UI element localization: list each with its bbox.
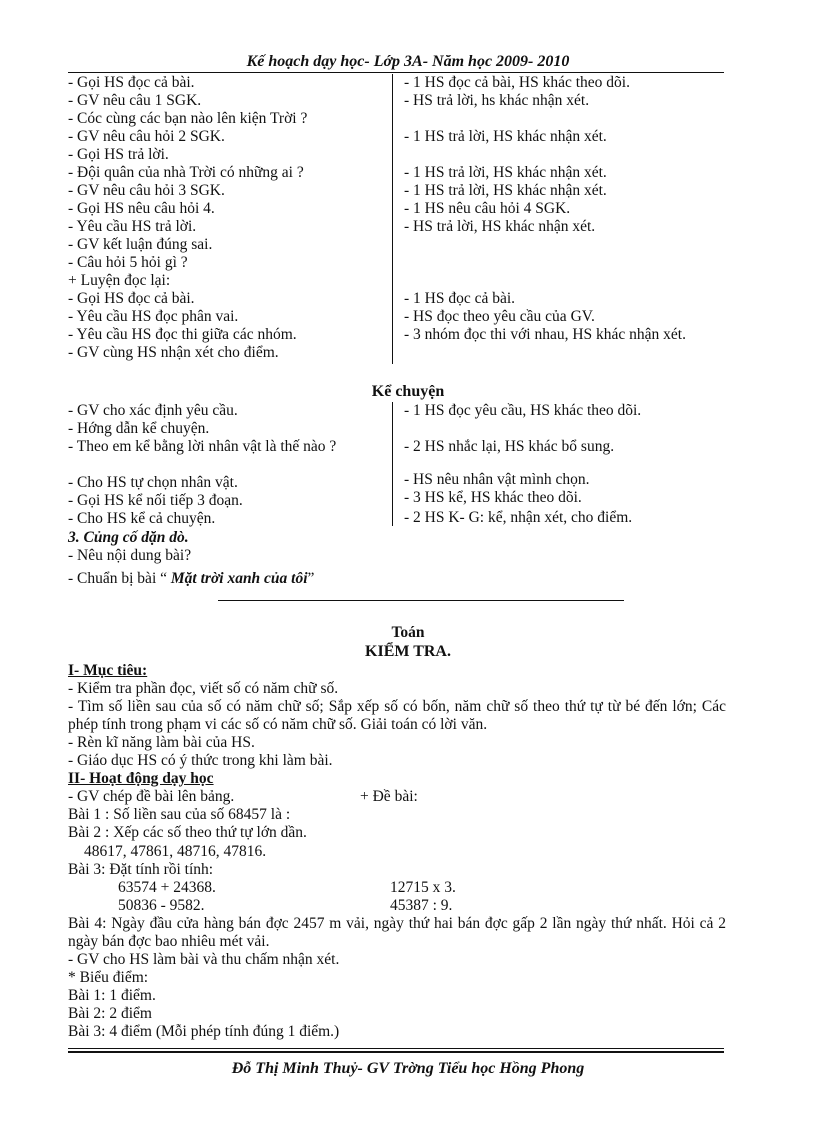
table1-left-line: - Yêu cầu HS đọc phân vai. (68, 308, 239, 325)
table-divider (392, 74, 393, 364)
table1-left-line: - GV nêu câu hỏi 2 SGK. (68, 128, 225, 145)
calc-1a: 63574 + 24368. (118, 879, 216, 896)
table1-right-line: - 1 HS đọc cả bài. (404, 290, 516, 307)
bieu-diem-title: * Biểu điểm: (68, 969, 149, 986)
ke-chuyen-right-line: - 3 HS kể, HS khác theo dõi. (404, 489, 582, 506)
page-footer: Đỗ Thị Minh Thuỷ- GV Trờng Tiểu học Hồng Phong (231, 1060, 585, 1077)
table1-left-line: - Cóc cùng các bạn nào lên kiện Trời ? (68, 110, 308, 127)
bai-1: Bài 1 : Số liền sau của số 68457 là : (68, 806, 291, 823)
muc-tieu-line: - Rèn kĩ năng làm bài của HS. (68, 734, 255, 751)
de-bai-label: + Đề bài: (360, 788, 418, 805)
muc-tieu-line: - Tìm số liền sau của số có năm chữ số; Sắp xếp số có bốn, năm chữ số theo thứ tự từ bé đến lớn; Các phép tính trong phạm vi các số có năm chữ số. Giải toán có lời văn. (68, 698, 726, 733)
table1-left-line: - Gọi HS trả lời. (68, 146, 169, 163)
ke-chuyen-left-line: - Cho HS tự chọn nhân vật. (68, 474, 238, 491)
table1-left-line: - Gọi HS đọc cả bài. (68, 290, 195, 307)
table1-left-line: - Yêu cầu HS trả lời. (68, 218, 197, 235)
ke-chuyen-left-line: - Gọi HS kể nối tiếp 3 đoạn. (68, 492, 243, 509)
table1-right-line: - HS đọc theo yêu cầu của GV. (404, 308, 595, 325)
ke-chuyen-left-line: - Theo em kể bằng lời nhân vật là thế nào ? (68, 438, 337, 455)
ke-chuyen-right-line: - 2 HS K- G: kể, nhận xét, cho điểm. (404, 509, 633, 526)
cung-co-prefix: - Chuẩn bị bài “ (68, 570, 171, 587)
page-header: Kế hoạch dạy học- Lớp 3A- Năm học 2009- 2010 (246, 53, 570, 70)
table1-right-line: - 3 nhóm đọc thi với nhau, HS khác nhận xét. (404, 326, 686, 343)
table1-left-line: - Yêu cầu HS đọc thi giữa các nhóm. (68, 326, 297, 343)
ke-chuyen-right-line: - 2 HS nhắc lại, HS khác bổ sung. (404, 438, 615, 455)
section-separator (218, 600, 624, 601)
calc-1b: 12715 x 3. (390, 879, 456, 896)
table1-left-line: - GV kết luận đúng sai. (68, 236, 213, 253)
cung-co-line: - Nêu nội dung bài? (68, 547, 192, 564)
bai-3: Bài 3: Đặt tính rồi tính: (68, 861, 214, 878)
bieu-diem-line: Bài 1: 1 điểm. (68, 987, 156, 1004)
muc-tieu-line: - Kiểm tra phần đọc, viết số có năm chữ số. (68, 680, 339, 697)
cung-co-title: 3. Củng cố dặn dò. (68, 529, 189, 546)
calc-2b: 45387 : 9. (390, 897, 453, 914)
header-rule (68, 72, 724, 73)
hoat-dong-title: II- Hoạt động dạy học (68, 770, 214, 787)
table1-right-line: - 1 HS trả lời, HS khác nhận xét. (404, 128, 607, 145)
table1-right-line: - 1 HS đọc cả bài, HS khác theo dõi. (404, 74, 630, 91)
lesson-title: Mặt trời xanh của tôi (170, 570, 308, 587)
calc-2a: 50836 - 9582. (118, 897, 205, 914)
muc-tieu-title: I- Mục tiêu: (68, 662, 148, 679)
lesson-heading: KIỂM TRA. (365, 643, 451, 660)
gv-cho-line: - GV cho HS làm bài và thu chấm nhận xét. (68, 951, 340, 968)
footer-rule (68, 1048, 724, 1049)
table1-left-line: - Đội quân của nhà Trời có những ai ? (68, 164, 304, 181)
gv-chep-line: - GV chép đề bài lên bảng. (68, 788, 235, 805)
ke-chuyen-left-line: - GV cho xác định yêu cầu. (68, 402, 238, 419)
table-divider (392, 402, 393, 526)
table1-right-line: - 1 HS nêu câu hỏi 4 SGK. (404, 200, 571, 217)
table1-right-line: - 1 HS trả lời, HS khác nhận xét. (404, 164, 607, 181)
table1-left-line: - Gọi HS đọc cả bài. (68, 74, 195, 91)
bai-2: Bài 2 : Xếp các số theo thứ tự lớn dần. (68, 824, 307, 841)
ke-chuyen-left-line: - Hớng dẫn kể chuyện. (68, 420, 210, 437)
cung-co-suffix: ” (307, 570, 315, 587)
table1-left-line: - GV nêu câu 1 SGK. (68, 92, 202, 109)
table1-left-line: - GV cùng HS nhận xét cho điểm. (68, 344, 279, 361)
ke-chuyen-left-line: - Cho HS kể cả chuyện. (68, 510, 216, 527)
bai-4: Bài 4: Ngày đầu cửa hàng bán đợc 2457 m vải, ngày thứ hai bán đợc gấp 2 lần ngày thứ nhất. Hỏi cả 2 ngày bán đợc bao nhiêu mét vải. (68, 915, 726, 950)
ke-chuyen-title: Kể chuyện (371, 383, 445, 400)
ke-chuyen-right-line: - HS nêu nhân vật mình chọn. (404, 471, 590, 488)
footer-rule-thick (68, 1051, 724, 1053)
muc-tieu-line: - Giáo dục HS có ý thức trong khi làm bài. (68, 752, 333, 769)
table1-left-line: - Câu hỏi 5 hỏi gì ? (68, 254, 188, 271)
table1-right-line: - 1 HS trả lời, HS khác nhận xét. (404, 182, 607, 199)
table1-right-line: - HS trả lời, HS khác nhận xét. (404, 218, 596, 235)
bieu-diem-line: Bài 3: 4 điểm (Mỗi phép tính đúng 1 điểm.) (68, 1023, 340, 1040)
table1-left-line: - GV nêu câu hỏi 3 SGK. (68, 182, 225, 199)
ke-chuyen-right-line: - 1 HS đọc yêu cầu, HS khác theo dõi. (404, 402, 642, 419)
bieu-diem-line: Bài 2: 2 điểm (68, 1005, 152, 1022)
table1-right-line: - HS trả lời, hs khác nhận xét. (404, 92, 590, 109)
subject-title: Toán (391, 624, 425, 641)
table1-left-line: - Gọi HS nêu câu hỏi 4. (68, 200, 215, 217)
cung-co-line (68, 570, 314, 588)
table1-left-line: + Luyện đọc lại: (68, 272, 171, 289)
bai-2-numbers: 48617, 47861, 48716, 47816. (84, 843, 267, 860)
